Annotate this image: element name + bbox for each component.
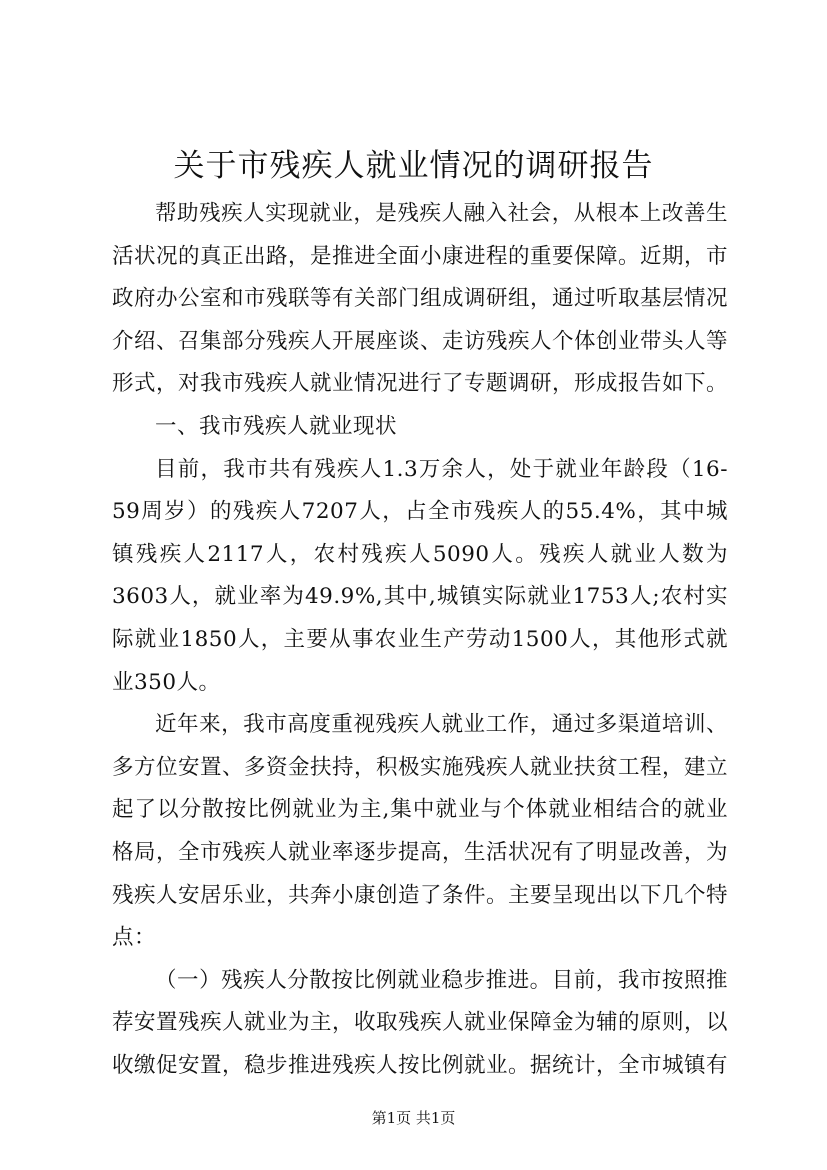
paragraph-statistics: 目前，我市共有残疾人1.3万余人，处于就业年龄段（16-59周岁）的残疾人7207人，占全市残疾人的55.4%，其中城镇残疾人2117人，农村残疾人5090人。残疾人就业人数为3603人，就业率为49.9%,其中,城镇实际就业1753人;农村实际就业1850人，主要从事农业生产劳动1500人，其他形式就业350人。 (112, 456, 728, 695)
paragraph-overview: 近年来，我市高度重视残疾人就业工作，通过多渠道培训、多方位安置、多资金扶持，积极实施残疾人就业扶贫工程，建立起了以分散按比例就业为主,集中就业与个体就业相结合的就业格局，全市残疾人就业率逐步提高，生活状况有了明显改善，为残疾人安居乐业，共奔小康创造了条件。主要呈现出以下几个特点： (112, 712, 729, 951)
document-title: 关于市残疾人就业情况的调研报告 (173, 148, 654, 184)
paragraph-subsection-1: （一）残疾人分散按比例就业稳步推进。目前，我市按照推荐安置残疾人就业为主，收取残疾人就业保障金为辅的原则，以收缴促安置，稳步推进残疾人按比例就业。据统计，全市城镇有 (112, 967, 729, 1078)
document-body (112, 193, 728, 1087)
page-number-footer: 第1页 共1页 (371, 1109, 456, 1127)
paragraph-intro: 帮助残疾人实现就业，是残疾人融入社会，从根本上改善生活状况的真正出路，是推进全面小康进程的重要保障。近期，市政府办公室和市残联等有关部门组成调研组，通过听取基层情况介绍、召集部分残疾人开展座谈、走访残疾人个体创业带头人等形式，对我市残疾人就业情况进行了专题调研，形成报告如下。 (112, 201, 729, 397)
section-heading-1: 一、我市残疾人就业现状 (155, 413, 398, 439)
